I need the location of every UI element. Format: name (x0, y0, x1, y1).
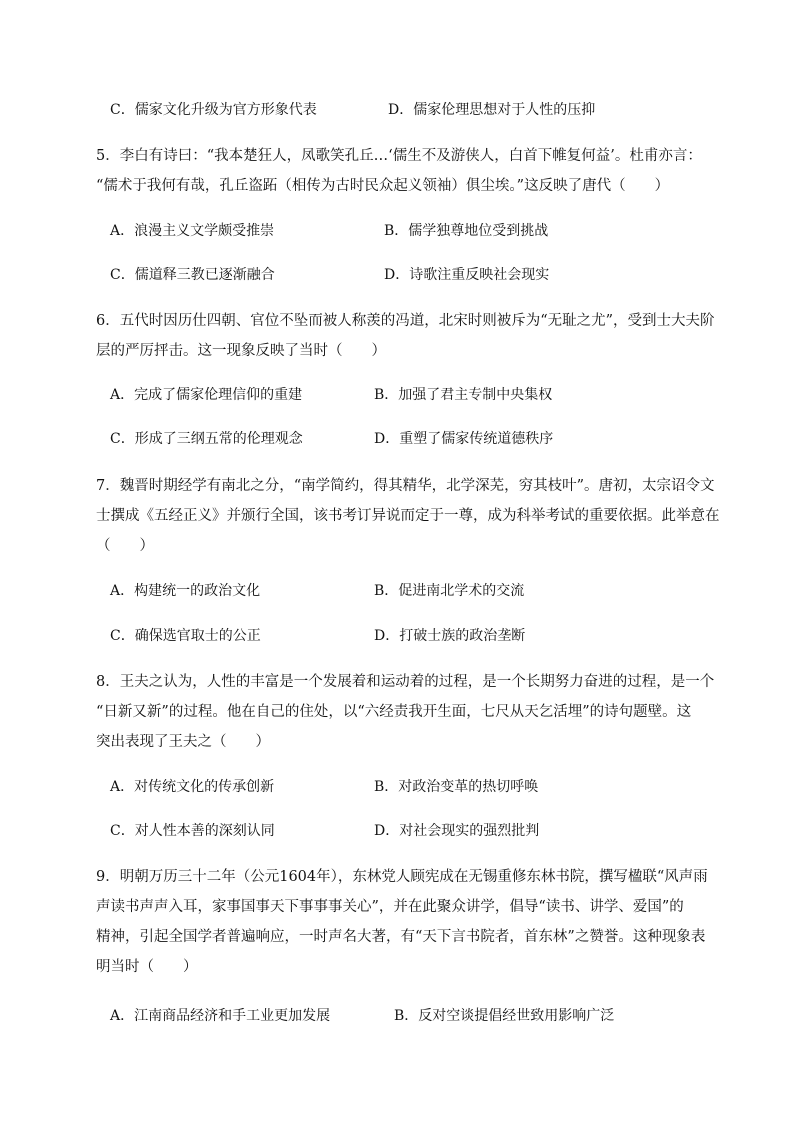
q7-stem-line-2: 士撰成《五经正义》并颁行全国，该书考订异说而定于一尊，成为科举考试的重要依据。此举意在 (96, 508, 720, 524)
q5-stem-line-2: “儒术于我何有哉，孔丘盗跖（相传为古时民众起义领袖）俱尘埃。”这反映了唐代（ ） (96, 178, 670, 194)
q7-stem-line-3: （ ） (96, 538, 154, 554)
q7-option-a: A．构建统一的政治文化 (110, 583, 261, 599)
q6-stem-line-2: 层的严厉抨击。这一现象反映了当时（ ） (96, 343, 386, 359)
q4-option-c: C．儒家文化升级为官方形象代表 (110, 102, 317, 118)
q8-stem-line-2: “日新又新”的过程。他在自己的住处，以“六经责我开生面，七尺从天乞活埋”的诗句题壁。这 (96, 704, 692, 720)
q5-stem-line-1: 5．李白有诗曰：“我本楚狂人，凤歌笑孔丘…‘儒生不及游侠人，白首下帷复何益’。杜甫亦言： (96, 148, 702, 164)
q8-option-d: D．对社会现实的强烈批判 (374, 823, 540, 839)
q7-option-c: C．确保选官取士的公正 (110, 628, 261, 644)
q5-option-d: D．诗歌注重反映社会现实 (384, 267, 550, 283)
q8-stem-line-3: 突出表现了王夫之（ ） (96, 734, 270, 750)
q6-option-c: C．形成了三纲五常的伦理观念 (110, 431, 303, 447)
q9-option-b: B．反对空谈提倡经世致用影响广泛 (394, 1008, 615, 1024)
q9-stem-line-2: 声读书声声入耳，家事国事天下事事事关心”，并在此聚众讲学，倡导“读书、讲学、爱国”的 (96, 899, 684, 915)
q9-stem-line-4: 明当时（ ） (96, 959, 198, 975)
q9-stem-line-3: 精神，引起全国学者普遍响应，一时声名大著，有“天下言书院者，首东林”之赞誉。这种现象表 (96, 929, 706, 945)
q8-stem-line-1: 8．王夫之认为，人性的丰富是一个发展着和运动着的过程，是一个长期努力奋进的过程，是一个 (96, 674, 715, 690)
q8-option-b: B．对政治变革的热切呼唤 (374, 779, 539, 795)
q9-option-a: A．江南商品经济和手工业更加发展 (110, 1008, 331, 1024)
q7-option-b: B．促进南北学术的交流 (374, 583, 525, 599)
q5-option-b: B．儒学独尊地位受到挑战 (384, 223, 549, 239)
q8-option-c: C．对人性本善的深刻认同 (110, 823, 275, 839)
q6-option-d: D．重塑了儒家传统道德秩序 (374, 431, 554, 447)
q6-stem-line-1: 6．五代时因历仕四朝、官位不坠而被人称羡的冯道，北宋时则被斥为“无耻之尤”，受到士大夫阶 (96, 313, 715, 329)
q7-stem-line-1: 7．魏晋时期经学有南北之分，“南学简约，得其精华，北学深芜，穷其枝叶”。唐初，太宗诏令文 (96, 478, 715, 494)
q9-stem-line-1: 9．明朝万历三十二年（公元1604年），东林党人顾宪成在无锡重修东林书院，撰写楹联“风声雨 (96, 869, 708, 885)
q7-option-d: D．打破士族的政治垄断 (374, 628, 526, 644)
q6-option-a: A．完成了儒家伦理信仰的重建 (110, 387, 303, 403)
q4-option-d: D．儒家伦理思想对于人性的压抑 (388, 102, 596, 118)
q6-option-b: B．加强了君主专制中央集权 (374, 387, 553, 403)
q8-option-a: A．对传统文化的传承创新 (110, 779, 275, 795)
q5-option-c: C．儒道释三教已逐渐融合 (110, 267, 275, 283)
q5-option-a: A．浪漫主义文学颇受推崇 (110, 223, 275, 239)
